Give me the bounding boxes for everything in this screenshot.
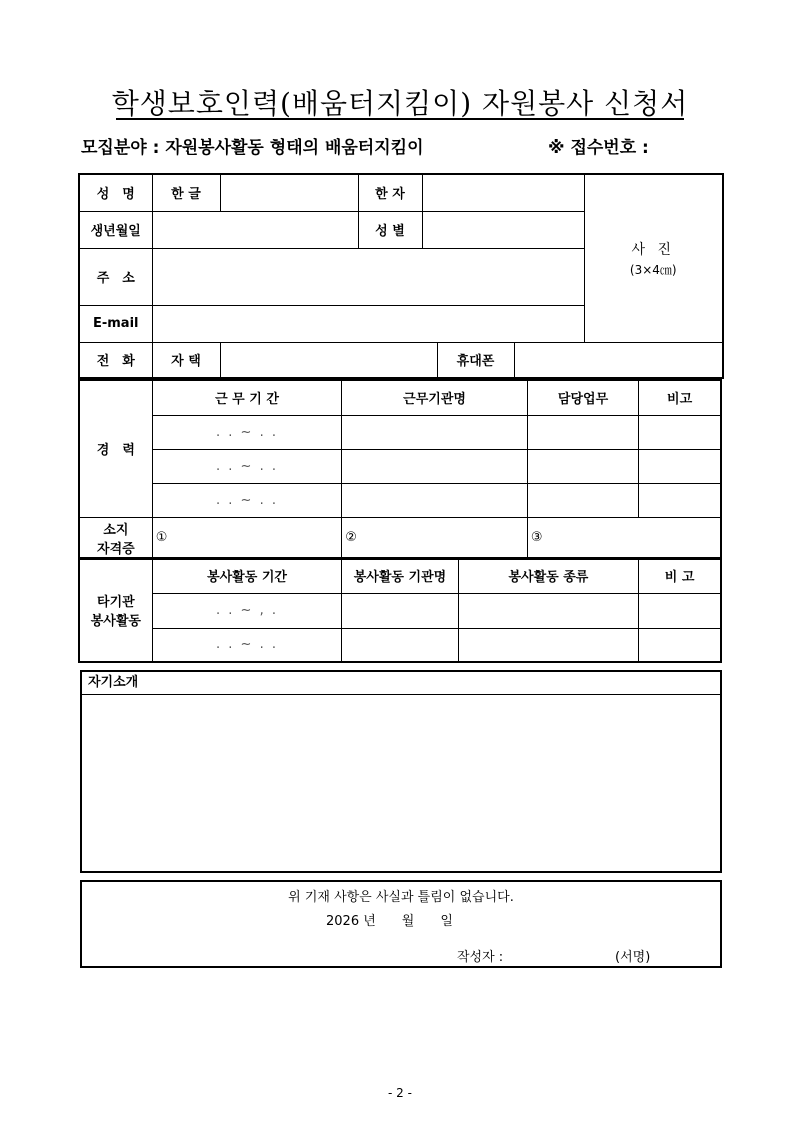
gender-field[interactable] [422, 211, 584, 248]
license-label [79, 517, 152, 559]
address-label: 주 소 [79, 248, 152, 305]
volunteer-type-field[interactable] [458, 593, 639, 628]
career-note-field[interactable] [639, 483, 721, 517]
volunteer-header-org: 봉사활동 기관명 [342, 558, 458, 593]
career-period-field[interactable]: . . ~ . . [152, 415, 342, 449]
table-row [79, 415, 721, 449]
writer-label: 작성자 : [457, 950, 504, 965]
volunteer-label-line2: 봉사활동 [90, 614, 141, 629]
career-table [78, 379, 722, 560]
license-field-1[interactable]: ① [152, 517, 342, 559]
email-field[interactable] [152, 305, 584, 342]
home-phone-field[interactable] [220, 342, 437, 378]
license-field-3[interactable]: ③ [527, 517, 721, 559]
title-underline [116, 118, 684, 120]
signature-label: (서명) [615, 950, 651, 965]
volunteer-label-line1: 타기관 [97, 595, 135, 610]
volunteer-header-type: 봉사활동 종류 [458, 558, 639, 593]
gender-label: 성 별 [358, 211, 422, 248]
hanja-name-field[interactable] [422, 174, 584, 211]
license-field-2[interactable]: ② [342, 517, 528, 559]
volunteer-note-field[interactable] [639, 628, 721, 662]
table-row [79, 593, 721, 628]
career-duty-field[interactable] [527, 483, 638, 517]
photo-box[interactable] [584, 174, 723, 342]
volunteer-table [78, 557, 722, 663]
mobile-label: 휴대폰 [437, 342, 514, 378]
career-duty-field[interactable] [527, 449, 638, 483]
volunteer-period-field[interactable]: . . ~ , . [152, 593, 342, 628]
home-phone-label: 자 택 [152, 342, 220, 378]
email-label: E-mail [79, 305, 152, 342]
volunteer-period-field[interactable]: . . ~ . . [152, 628, 342, 662]
address-field[interactable] [152, 248, 584, 305]
license-label-line2: 자격증 [97, 541, 135, 557]
career-period-field[interactable]: . . ~ . . [152, 483, 342, 517]
confirmation-box [80, 880, 722, 968]
self-intro-box [80, 670, 722, 873]
table-row [79, 483, 721, 517]
hangul-name-field[interactable] [220, 174, 358, 211]
volunteer-header-period: 봉사활동 기간 [152, 558, 342, 593]
photo-label: 사 진 [631, 241, 676, 258]
date-line: 2026 년 월 일 [326, 914, 453, 929]
career-org-field[interactable] [342, 415, 528, 449]
recruit-field: 모집분야 : 자원봉사활동 형태의 배움터지킴이 [81, 138, 424, 158]
table-row [79, 449, 721, 483]
career-label: 경 력 [79, 380, 152, 517]
self-intro-field[interactable] [82, 695, 720, 871]
mobile-field[interactable] [514, 342, 723, 378]
photo-size-label: (3×4㎝) [629, 262, 677, 277]
document-title: 학생보호인력(배움터지킴이) 자원봉사 신청서 [111, 87, 689, 120]
phone-label: 전 화 [79, 342, 152, 378]
career-header-org: 근무기관명 [342, 380, 528, 415]
career-org-field[interactable] [342, 449, 528, 483]
birth-label: 생년월일 [79, 211, 152, 248]
receipt-number-label: ※ 접수번호 : [548, 138, 649, 158]
career-header-duty: 담당업무 [527, 380, 638, 415]
table-row [79, 628, 721, 662]
volunteer-type-field[interactable] [458, 628, 639, 662]
volunteer-note-field[interactable] [639, 593, 721, 628]
self-intro-label: 자기소개 [82, 672, 720, 695]
license-label-line1: 소지 [103, 522, 129, 538]
page-number: - 2 - [388, 1086, 412, 1100]
career-header-period: 근 무 기 간 [152, 380, 342, 415]
birth-field[interactable] [152, 211, 358, 248]
career-period-field[interactable]: . . ~ . . [152, 449, 342, 483]
volunteer-header-note: 비 고 [639, 558, 721, 593]
career-note-field[interactable] [639, 449, 721, 483]
confirmation-statement: 위 기재 사항은 사실과 틀림이 없습니다. [288, 890, 514, 905]
career-header-note: 비고 [639, 380, 721, 415]
career-note-field[interactable] [639, 415, 721, 449]
personal-info-table [78, 173, 724, 379]
hangul-label: 한 글 [152, 174, 220, 211]
career-org-field[interactable] [342, 483, 528, 517]
volunteer-label [79, 558, 152, 662]
volunteer-org-field[interactable] [342, 593, 458, 628]
volunteer-org-field[interactable] [342, 628, 458, 662]
career-duty-field[interactable] [527, 415, 638, 449]
hanja-label: 한 자 [358, 174, 422, 211]
name-label: 성 명 [79, 174, 152, 211]
